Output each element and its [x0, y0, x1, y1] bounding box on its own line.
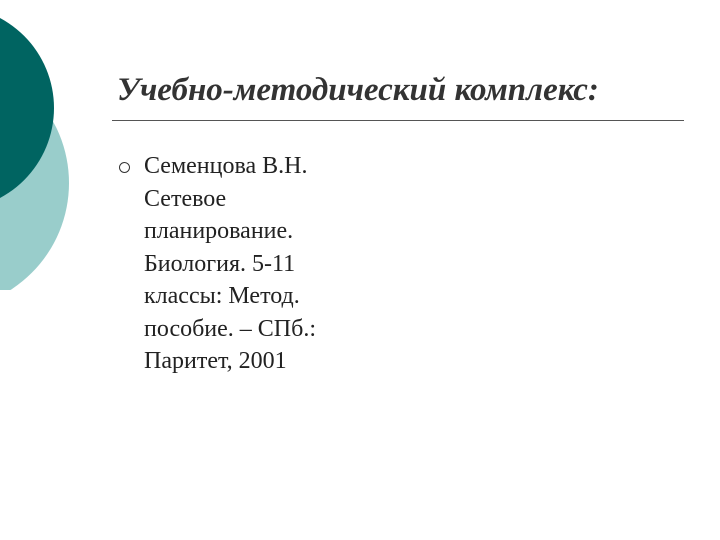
bullet-item	[117, 150, 354, 378]
slide-title: Учебно-методический комплекс:	[117, 72, 599, 108]
hollow-circle-bullet-icon	[119, 162, 130, 173]
bullet-line: планирование.	[144, 218, 294, 244]
title-divider	[112, 120, 684, 121]
bullet-text	[144, 150, 354, 378]
bullet-line: Семенцова В.Н.	[144, 153, 308, 179]
bullet-line: Паритет, 2001	[144, 348, 287, 374]
bullet-line: Сетевое	[144, 185, 227, 212]
bullet-line: Биология. 5-11	[144, 250, 296, 277]
bullet-list	[117, 150, 354, 378]
bullet-line: классы: Метод.	[144, 283, 300, 309]
bullet-line: пособие. – СПб.:	[144, 315, 317, 342]
decorative-circles	[0, 0, 80, 290]
